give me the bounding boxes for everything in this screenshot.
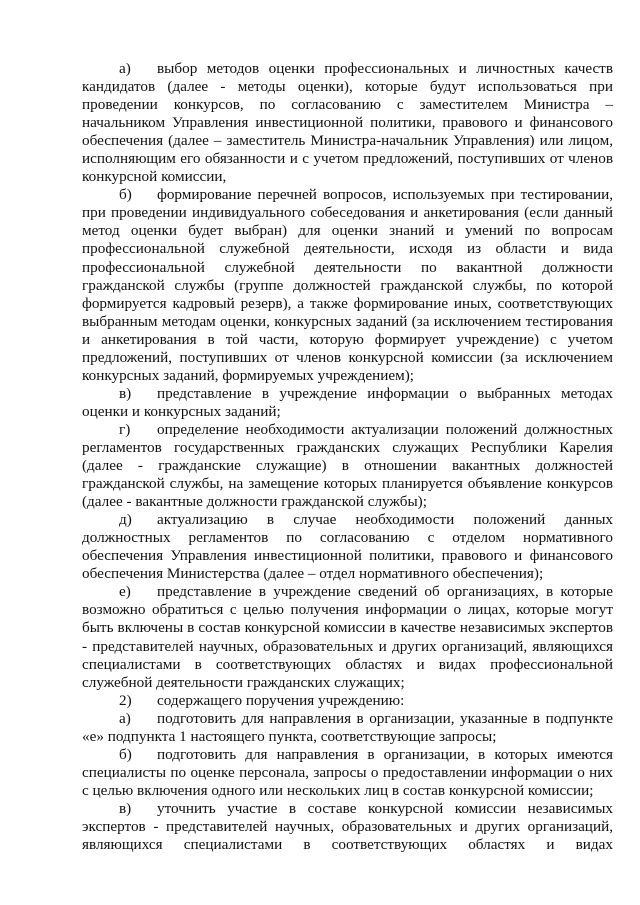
item-marker: г) [119, 420, 131, 438]
paragraph-text: выбор методов оценки профессиональных и личностных качеств кандидатов (далее - методы оценки), которые будут использоваться при проведении конкурсов, по согласованию с заместителем Министра – начальником Управления инвестиционной политики, правового и финансового обеспечения (далее – заместитель Министра-начальник Управления) или лицом, исполняющим его обязанности и с учетом предложений, поступивших от членов конкурсной комиссии, [82, 60, 613, 186]
item-marker: 2) [119, 691, 132, 709]
item-marker: в) [119, 384, 132, 402]
paragraph-text: формирование перечней вопросов, используемых при тестировании, при проведении индивидуального собеседования и анкетирования (если данный метод оценки будет выбран) для оценки знаний и умений по вопросам профессиональной служебной деятельности, исходя из области и вида профессиональной служебной деятельности по вакантной должности гражданской службы (группе должностей гражданской службы, по которой формируется кадровый резерв), а также формирование иных, соответствующих выбранным методам оценки, конкурсных заданий (за исключением тестирования и анкетирования в той части, которую формирует учреждение) с учетом предложений, поступивших от членов конкурсной комиссии (за исключением конкурсных заданий, формируемых учреждением); [82, 186, 613, 384]
paragraph-a-2 [82, 710, 613, 746]
item-marker: д) [119, 511, 132, 529]
paragraph-text: подготовить для направления в организации, в которых имеются специалисты по оценке персонала, запросы о предоставлении информации о них с целью включения одного или нескольких лиц в состав конкурсной комиссии; [82, 745, 613, 799]
item-marker: а) [119, 709, 131, 727]
paragraph-2 [82, 692, 613, 710]
paragraph-text: представление в учреждение сведений об организациях, в которые возможно обратиться с целью получения информации о лицах, которые могут быть включены в состав конкурсной комиссии в качестве независимых экспертов - представителей научных, образовательных и других организаций, являющихся специалистами в соответствующих областях и видах профессиональной служебной деятельности гражданских служащих; [82, 583, 613, 691]
paragraph-d-1 [82, 511, 613, 583]
paragraph-text: актуализацию в случае необходимости положений данных должностных регламентов по согласованию с отделом нормативного обеспечения Управления инвестиционной политики, правового и финансового обеспечения Министерства (далее – отдел нормативного обеспечения); [82, 511, 613, 583]
item-marker: б) [119, 745, 132, 763]
paragraph-text: подготовить для направления в организации, указанные в подпункте «е» подпункта 1 настоящего пункта, соответствующие запросы; [82, 709, 613, 745]
paragraph-text: содержащего поручения учреждению: [157, 691, 405, 709]
paragraph-text: определение необходимости актуализации положений должностных регламентов государственных гражданских служащих Республики Карелия (далее - гражданские служащие) в отношении вакантных должностей гражданской службы, на замещение которых планируется объявление конкурсов (далее - вакантные должности гражданской службы); [82, 420, 613, 511]
paragraph-text: представление в учреждение информации о выбранных методах оценки и конкурсных заданий; [82, 384, 613, 420]
document-page [82, 60, 613, 854]
paragraph-a-1 [82, 60, 613, 186]
paragraph-e-1 [82, 583, 613, 691]
item-marker: а) [119, 60, 131, 77]
item-marker: б) [119, 186, 132, 204]
paragraph-v-1 [82, 385, 613, 421]
paragraph-b-2 [82, 746, 613, 800]
paragraph-g-1 [82, 421, 613, 511]
item-marker: е) [119, 583, 131, 601]
paragraph-v-2 [82, 800, 613, 854]
paragraph-text: уточнить участие в составе конкурсной комиссии независимых экспертов - представителей научных, образовательных и других организаций, являющихся специалистами в соответствующих областях и видах [82, 799, 613, 854]
item-marker: в) [119, 799, 132, 817]
paragraph-b-1 [82, 186, 613, 385]
